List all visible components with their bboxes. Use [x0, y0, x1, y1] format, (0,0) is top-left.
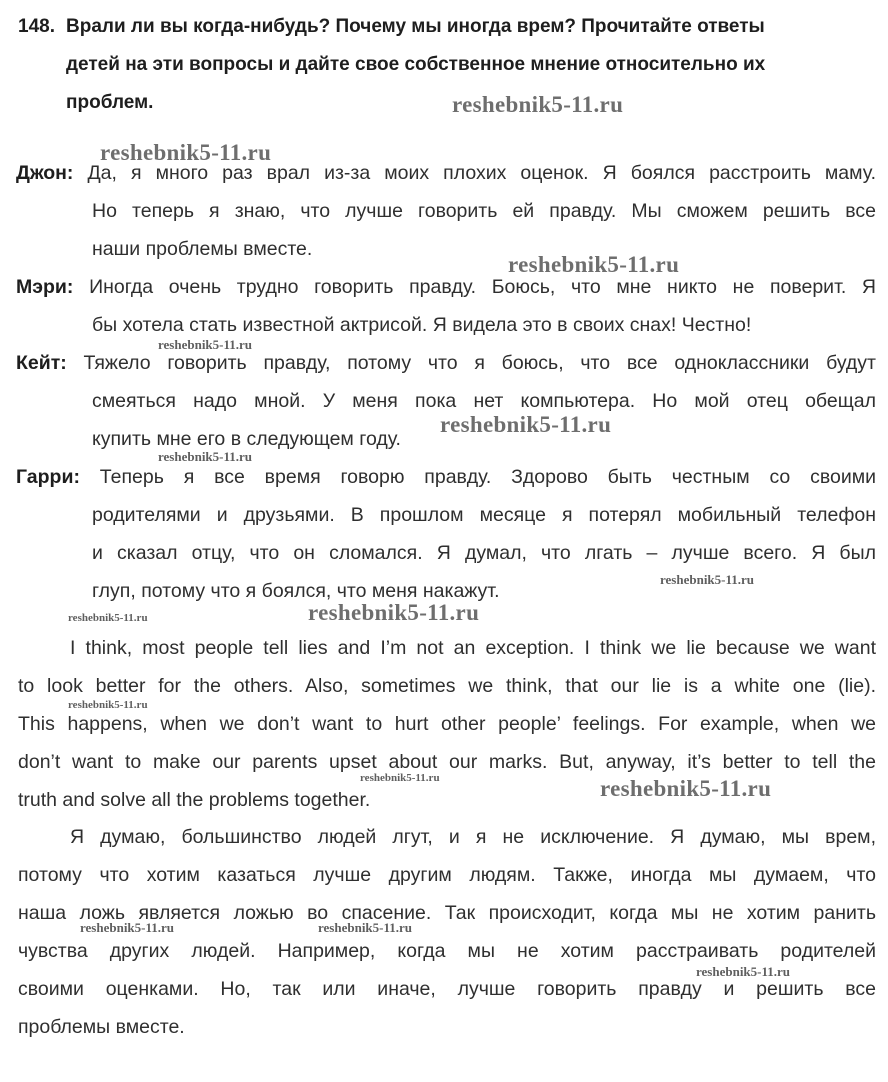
- paragraph-line: I think, most people tell lies and I’m not an exception. I think we lie because we want: [70, 637, 876, 659]
- speaker-name: Мэри:: [16, 276, 74, 298]
- watermark: reshebnik5-11.ru: [440, 412, 612, 437]
- watermark: reshebnik5-11.ru: [660, 572, 755, 587]
- watermark: reshebnik5-11.ru: [508, 252, 680, 277]
- watermark: reshebnik5-11.ru: [360, 772, 440, 784]
- speaker-name: Гарри:: [16, 466, 80, 488]
- russian-answer-paragraph: [18, 818, 876, 1046]
- watermark: reshebnik5-11.ru: [100, 140, 272, 165]
- watermark: reshebnik5-11.ru: [80, 920, 175, 935]
- speaker-harry: [16, 458, 876, 610]
- paragraph-line: проблемы вместе.: [18, 1016, 185, 1038]
- watermark: reshebnik5-11.ru: [600, 776, 772, 801]
- task-line: детей на эти вопросы и дайте свое собственное мнение относительно их: [66, 54, 766, 75]
- speaker-line: смеяться надо мной. У меня пока нет компьютера. Но мой отец обещал: [92, 390, 876, 412]
- paragraph-line: чувства других людей. Например, когда мы не хотим расстраивать родителей: [18, 940, 876, 962]
- speaker-name: Джон:: [16, 162, 74, 184]
- paragraph-line: Я думаю, большинство людей лгут, и я не исключение. Я думаю, мы врем,: [70, 826, 876, 848]
- speaker-line: Тяжело говорить правду, потому что я боюсь, что все одноклассники будут: [83, 352, 876, 374]
- watermark: reshebnik5-11.ru: [158, 337, 253, 352]
- speaker-mary: [16, 268, 876, 344]
- speaker-line: наши проблемы вместе.: [92, 238, 313, 260]
- paragraph-line: This happens, when we don’t want to hurt other people’ feelings. For example, when we: [18, 713, 876, 735]
- speaker-line: Теперь я все время говорю правду. Здорово быть честным со своими: [99, 466, 877, 488]
- speaker-line: и сказал отцу, что он сломался. Я думал, что лгать – лучше всего. Я был: [92, 542, 876, 564]
- paragraph-line: don’t want to make our parents upset about our marks. But, anyway, it’s better to tell the: [18, 751, 876, 773]
- task-heading: [18, 8, 878, 122]
- watermark: reshebnik5-11.ru: [68, 612, 148, 624]
- speaker-line: Но теперь я знаю, что лучше говорить ей правду. Мы сможем решить все: [92, 200, 876, 222]
- speaker-john: [16, 154, 876, 268]
- task-number: 148.: [18, 16, 55, 37]
- paragraph-line: truth and solve all the problems together.: [18, 789, 371, 811]
- task-line: проблем.: [66, 92, 154, 113]
- paragraph-line: потому что хотим казаться лучше другим людям. Также, иногда мы думаем, что: [18, 864, 876, 886]
- watermark: reshebnik5-11.ru: [68, 699, 148, 711]
- watermark: reshebnik5-11.ru: [452, 92, 624, 117]
- speaker-line: купить мне его в следующем году.: [92, 428, 401, 450]
- speaker-line: бы хотела стать известной актрисой. Я видела это в своих снах! Честно!: [92, 314, 752, 336]
- speaker-line: Да, я много раз врал из-за моих плохих оценок. Я боялся расстроить маму.: [87, 162, 876, 184]
- watermark: reshebnik5-11.ru: [696, 964, 791, 979]
- speaker-line: родителями и друзьями. В прошлом месяце я потерял мобильный телефон: [92, 504, 876, 526]
- english-answer-paragraph: [18, 629, 876, 819]
- paragraph-line: наша ложь является ложью во спасение. Так происходит, когда мы не хотим ранить: [18, 902, 876, 924]
- watermark: reshebnik5-11.ru: [318, 920, 413, 935]
- speaker-kate: [16, 344, 876, 458]
- speaker-line: глуп, потому что я боялся, что меня накажут.: [92, 580, 500, 602]
- paragraph-line: to look better for the others. Also, sometimes we think, that our lie is a white one (lie).: [18, 675, 876, 697]
- task-line: Врали ли вы когда-нибудь? Почему мы иногда врем? Прочитайте ответы: [66, 16, 765, 37]
- speaker-line: Иногда очень трудно говорить правду. Боюсь, что мне никто не поверит. Я: [89, 276, 876, 298]
- paragraph-line: своими оценками. Но, так или иначе, лучше говорить правду и решить все: [18, 978, 876, 1000]
- speaker-name: Кейт:: [16, 352, 67, 374]
- watermark: reshebnik5-11.ru: [308, 600, 480, 625]
- watermark: reshebnik5-11.ru: [158, 449, 253, 464]
